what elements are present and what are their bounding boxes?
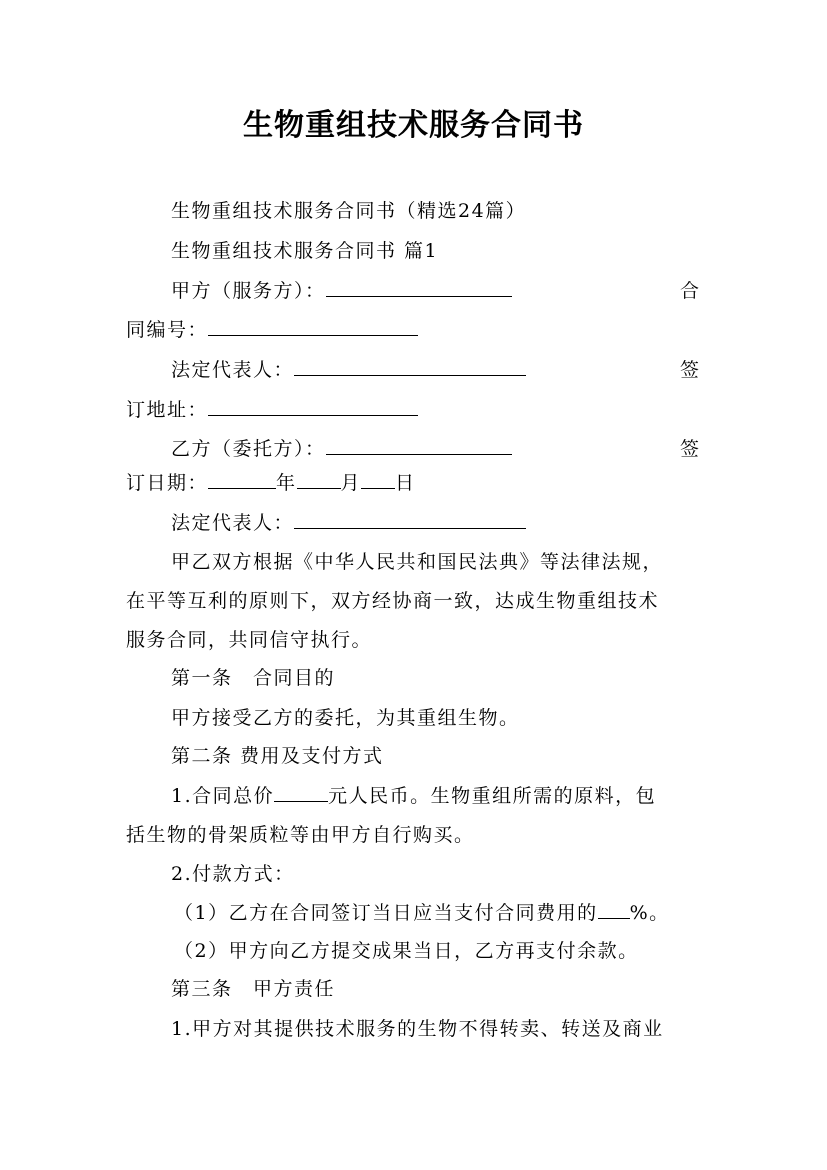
clause-line: 1.甲方对其提供技术服务的生物不得转卖、转送及商业 (171, 1018, 664, 1040)
sign-address-field (126, 397, 418, 423)
contract-number-blank (208, 317, 418, 336)
clause-text: 1.合同总价 (171, 785, 275, 807)
article-heading: 第一条 合同目的 (171, 667, 336, 689)
clause-line (171, 783, 656, 809)
year-blank (208, 470, 276, 489)
clause-line: 2.付款方式： (171, 863, 295, 885)
party-b-label: 乙方（委托方）： (171, 438, 326, 460)
month-blank (297, 470, 341, 489)
document-title: 生物重组技术服务合同书 (243, 108, 584, 143)
clause-line (174, 900, 670, 926)
wrap-char: 合 (680, 280, 700, 302)
party-a-label: 甲方（服务方）： (171, 280, 326, 302)
paragraph-line: 在平等互利的原则下，双方经协商一致，达成生物重组技术 (126, 590, 660, 612)
wrap-char: 签 (680, 438, 700, 460)
section-heading: 生物重组技术服务合同书 篇1 (171, 240, 439, 262)
legal-rep-b-field (171, 510, 526, 536)
day-blank (361, 470, 395, 489)
legal-rep-a-field (171, 357, 526, 383)
price-blank (274, 783, 328, 802)
paragraph-line: 服务合同，共同信守执行。 (126, 629, 373, 651)
legal-rep-a-label: 法定代表人： (171, 359, 295, 381)
day-label: 日 (395, 472, 416, 494)
doc-subtitle: 生物重组技术服务合同书（精选24篇） (171, 200, 527, 222)
legal-rep-b-blank (294, 510, 526, 529)
party-b-field (171, 436, 512, 462)
party-b-blank (326, 436, 512, 455)
article-heading: 第三条 甲方责任 (171, 978, 336, 1000)
contract-number-field (126, 317, 418, 343)
month-label: 月 (340, 472, 362, 494)
paragraph-line: 甲乙双方根据《中华人民共和国民法典》等法律法规， (171, 551, 664, 573)
legal-rep-a-blank (294, 357, 526, 376)
sign-address-blank (208, 397, 418, 416)
contract-number-label: 同编号： (126, 319, 209, 341)
paragraph-line: 括生物的骨架质粒等由甲方自行购买。 (126, 824, 475, 846)
sign-date-field (126, 470, 416, 496)
legal-rep-b-label: 法定代表人： (171, 512, 295, 534)
paragraph-line: 甲方接受乙方的委托，为其重组生物。 (171, 707, 520, 729)
year-label: 年 (276, 472, 297, 494)
clause-text: %。 (629, 902, 670, 924)
party-a-blank (326, 278, 512, 297)
clause-text: （1）乙方在合同签订当日应当支付合同费用的 (174, 902, 598, 924)
article-heading: 第二条 费用及支付方式 (171, 745, 384, 767)
clause-text: 元人民币。生物重组所需的原料，包 (328, 785, 657, 807)
party-a-field (171, 278, 512, 304)
percent-blank (598, 900, 630, 919)
clause-line: （2）甲方向乙方提交成果当日，乙方再支付余款。 (174, 940, 639, 962)
wrap-char: 签 (680, 359, 700, 381)
sign-address-label: 订地址： (126, 399, 209, 421)
sign-date-label: 订日期： (126, 472, 209, 494)
